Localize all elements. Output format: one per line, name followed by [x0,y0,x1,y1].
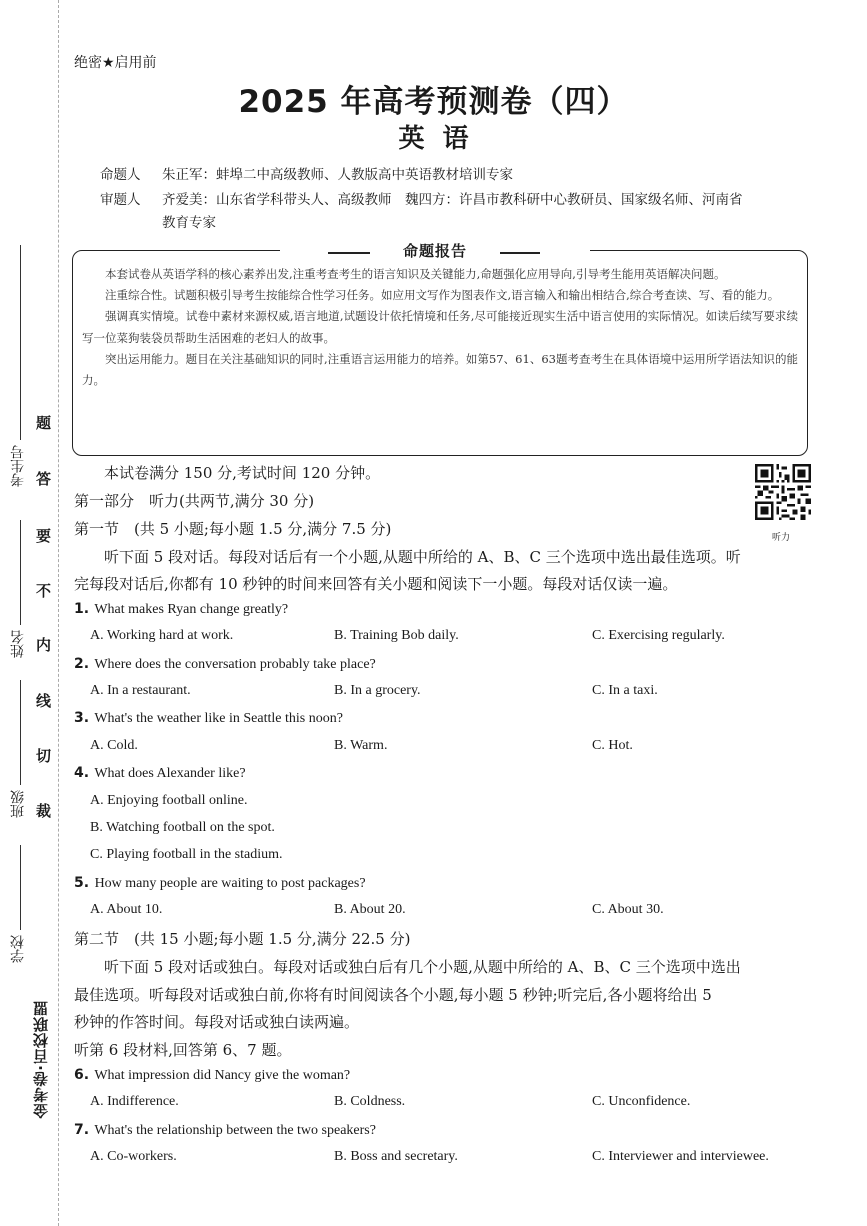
brand-label: 金考卷·百校联盟 [32,1000,50,1119]
material-heading: 听第 6 段材料,回答第 6、7 题。 [74,1041,292,1059]
question [74,710,343,727]
section-two-instruction: 秒钟的作答时间。每段对话或独白读两遍。 [74,1013,360,1031]
question-text: What makes Ryan change greatly? [94,602,289,617]
part-one-heading: 第一部分 听力(共两节,满分 30 分) [74,492,315,510]
question-text: What's the weather like in Seattle this noon? [94,711,343,726]
report-body [82,264,798,391]
exam-title: 2025 年高考预测卷（四） [238,84,629,120]
subject-title: 英语 [398,124,487,154]
option[interactable]: C. About 30. [592,902,664,917]
option[interactable]: C. In a taxi. [592,683,658,698]
report-paragraph: 突出运用能力。题目在关注基础知识的同时,注重语言运用能力的培养。如第57、61、63题考查考生在具体语境中运用所学语法知识的能力。 [82,351,798,388]
option[interactable]: A. Indifference. [90,1094,179,1109]
exam-intro: 本试卷满分 150 分,考试时间 120 分钟。 [104,464,381,482]
question-number: 7. [74,1122,90,1138]
field-exam-number: 考生号 [10,445,26,487]
report-paragraph: 强调真实情境。试卷中素材来源权威,语言地道,试题设计依托情境和任务,尽可能接近现实生活中语言使用的实际情况。如读后续写要求续写一位菜狗装袋员帮助生活困难的老妇人的故事。 [82,309,798,345]
confidential-label: 绝密★启用前 [74,55,157,71]
seal-char: 不 [36,582,52,600]
seal-char: 题 [36,414,52,432]
option[interactable]: B. Training Bob daily. [334,628,459,643]
field-name: 姓名 [10,630,26,658]
section-two-instruction: 听下面 5 段对话或独白。每段对话或独白后有几个小题,从题中所给的 A、B、C 三个选项中选出 [104,958,741,976]
question-text: How many people are waiting to post packages? [94,876,366,891]
question-number: 3. [74,710,90,726]
reviewer-line-cont [100,212,216,234]
question-text: What impression did Nancy give the woman? [94,1068,351,1083]
question-text: What's the relationship between the two speakers? [94,1123,376,1138]
binding-dashed-line [58,0,59,1226]
report-paragraph: 本套试卷从英语学科的核心素养出发,注重考查考生的语言知识及关键能力,命题强化应用导向,引导考生能用英语解决问题。 [105,267,726,281]
reviewer-text-cont: 教育专家 [162,215,216,231]
option[interactable]: B. Coldness. [334,1094,406,1109]
reviewer-role: 审题人 [100,192,141,208]
question-number: 2. [74,656,90,672]
option[interactable]: A. About 10. [90,902,163,917]
report-title-wrap [280,240,590,262]
question [74,601,288,618]
report-title: 命题报告 [402,242,467,260]
author-line [100,164,513,186]
question-number: 6. [74,1067,90,1083]
option[interactable]: C. Hot. [592,738,633,753]
report-title-rule-left [328,252,370,254]
section-one-instruction: 听下面 5 段对话。每段对话后有一个小题,从题中所给的 A、B、C 三个选项中选出最佳选项。听 [104,548,741,566]
seal-char: 切 [36,747,52,765]
question [74,656,376,673]
option[interactable]: B. About 20. [334,902,406,917]
question-text: Where does the conversation probably take place? [94,657,376,672]
option[interactable]: A. Working hard at work. [90,628,234,643]
option[interactable]: A. Cold. [90,738,138,753]
option[interactable]: C. Playing football in the stadium. [90,847,283,862]
qr-code-icon[interactable] [755,464,811,520]
question-number: 4. [74,765,90,781]
qr-label: 听力 [772,533,791,543]
reviewer-line [100,189,743,211]
report-title-rule-right [500,252,540,254]
question-number: 5. [74,875,90,891]
section-one-instruction: 完每段对话后,你都有 10 秒钟的时间来回答有关小题和阅读下一小题。每段对话仅读一遍。 [74,575,678,593]
author-role: 命题人 [100,167,141,183]
reviewer-text: 齐爱美：山东省学科带头人、高级教师 魏四方：许昌市教科研中心教研员、国家级名师、河南省 [162,192,743,208]
field-class: 班级 [10,790,26,818]
option[interactable]: B. Warm. [334,738,388,753]
seal-char: 要 [36,527,52,545]
section-two-instruction: 最佳选项。听每段对话或独白前,你将有时间阅读各个小题,每小题 5 秒钟;听完后,各小题将给出 5 [74,986,712,1004]
exam-number-line [20,245,21,440]
option[interactable]: C. Unconfidence. [592,1094,691,1109]
author-text: 朱正军：蚌埠二中高级教师、人教版高中英语教材培训专家 [162,167,513,183]
section-one-heading: 第一节 (共 5 小题;每小题 1.5 分,满分 7.5 分) [74,520,392,538]
school-line [20,845,21,930]
seal-char: 线 [36,692,52,710]
option[interactable]: B. Boss and secretary. [334,1149,458,1164]
report-paragraph: 注重综合性。试题积极引导考生按能综合性学习任务。如应用文写作为图表作文,语言输入和输出相结合,综合考查读、写、看的能力。 [105,288,780,303]
question-number: 1. [74,601,90,617]
option[interactable]: A. Enjoying football online. [90,793,248,808]
question [74,1122,376,1139]
class-line [20,680,21,785]
seal-char: 裁 [36,802,52,820]
question [74,1067,350,1084]
option[interactable]: B. In a grocery. [334,683,421,698]
question-text: What does Alexander like? [94,766,246,781]
option[interactable]: A. In a restaurant. [90,683,191,698]
question [74,875,366,892]
option[interactable]: C. Interviewer and interviewee. [592,1149,769,1164]
option[interactable]: A. Co-workers. [90,1149,177,1164]
field-school: 学校 [10,935,26,963]
question [74,765,246,782]
seal-char: 答 [36,470,52,488]
section-two-heading: 第二节 (共 15 小题;每小题 1.5 分,满分 22.5 分) [74,930,411,948]
name-line [20,520,21,625]
seal-char: 内 [36,636,52,654]
option[interactable]: C. Exercising regularly. [592,628,725,643]
option[interactable]: B. Watching football on the spot. [90,820,275,835]
